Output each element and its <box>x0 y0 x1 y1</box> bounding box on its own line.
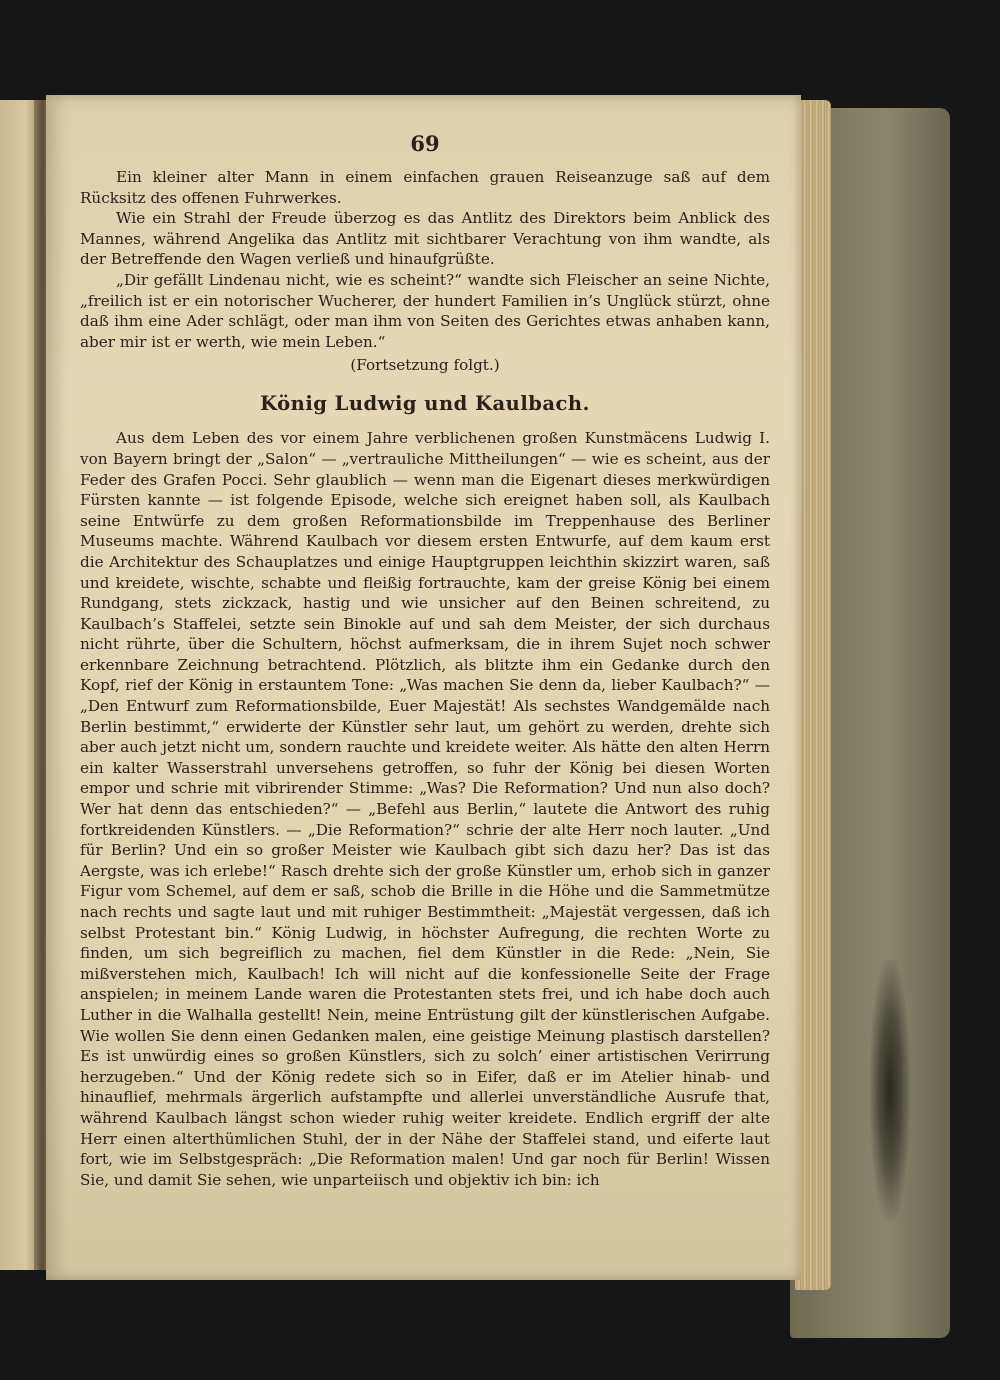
book-page <box>46 95 801 1280</box>
story-paragraph: „Dir gefällt Lindenau nicht, wie es scheint?“ wandte sich Fleischer an seine Nichte, „freilich ist er ein notorischer Wucherer, der hundert Familien in’s Unglück stürzt, ohne daß ihm eine Ader schlägt, oder man ihm von Seiten des Gerichtes etwas anhaben kann, aber mir ist er werth, wie mein Leben.“ <box>80 270 770 351</box>
article-title: König Ludwig und Kaulbach. <box>260 392 590 416</box>
cover-stain <box>870 960 910 1220</box>
story-paragraph: Ein kleiner alter Mann in einem einfachen grauen Reiseanzuge saß auf dem Rücksitz des offenen Fuhrwerkes. <box>80 168 770 207</box>
story-paragraph: Wie ein Strahl der Freude überzog es das Antlitz des Direktors beim Anblick des Mannes, während Angelika das Antlitz mit sichtbarer Verachtung von ihm wandte, als der Betreffende den Wagen verließ und hinaufgrüßte. <box>80 209 770 269</box>
article-body: Aus dem Leben des vor einem Jahre verblichenen großen Kunstmäcens Ludwig I. von Bayern bringt der „Salon“ — „vertrauliche Mittheilungen“ — wie es scheint, aus der Feder des Grafen Pocci. Sehr glaublich — wenn man die Eigenart dieses merkwürdigen Fürsten kannte — ist folgende Episode, welche sich ereignet haben soll, als Kaulbach seine Entwürfe zu dem großen Reformationsbilde im Treppenhause des Berliner Museums machte. Während Kaulbach vor diesem ersten Entwurfe, auf dem kaum erst die Architektur des Schauplatzes und einige Hauptgruppen leichthin skizzirt waren, saß und kreidete, wischte, schabte und fleißig fortrauchte, kam der greise König bei einem Rundgang, stets zickzack, hastig und wie unsicher auf den Beinen schreitend, zu Kaulbach’s Staffelei, setzte sein Binokle auf und sah dem Meister, der sich durchaus nicht rührte, über die Schultern, höchst aufmerksam, die in ihrem Sujet noch schwer erkennbare Zeichnung betrachtend. Plötzlich, als blitzte ihm ein Gedanke durch den Kopf, rief der König in erstauntem Tone: „Was machen Sie denn da, lieber Kaulbach?“ — „Den Entwurf zum Reformationsbilde, Euer Majestät! Als sechstes Wandgemälde nach Berlin bestimmt,“ erwiderte der Künstler sehr laut, um gehört zu werden, drehte sich aber auch jetzt nicht um, sondern rauchte und kreidete weiter. Als hätte den alten Herrn ein kalter Wasserstrahl unversehens getroffen, so fuhr der König bei diesen Worten empor und schrie mit vibrirender Stimme: „Was? Die Reformation? Und nun also doch? Wer hat denn das entschieden?“ — „Befehl aus Berlin,“ lautete die Antwort des ruhig fortkreidenden Künstlers. — „Die Reformation?“ schrie der alte Herr noch lauter. „Und für Berlin? Und ein so großer Meister wie Kaulbach gibt sich dazu her? Das ist das Aergste, was ich erlebe!“ Rasch drehte sich der große Künstler um, erhob sich in ganzer Figur vom Schemel, auf dem er saß, schob die Brille in die Höhe und die Sammetmütze nach rechts und sagte laut und mit ruhiger Bestimmtheit: „Majestät vergessen, daß ich selbst Protestant bin.“ König Ludwig, in höchster Aufregung, die rechten Worte zu finden, um sich begreiflich zu machen, fiel dem Künstler in die Rede: „Nein, Sie mißverstehen mich, Kaulbach! Ich will nicht auf die konfessionelle Seite der Frage anspielen; in meinem Lande waren die Protestanten stets frei, und ich habe doch auch Luther in die Walhalla gestellt! Nein, meine Entrüstung gilt der künstlerischen Aufgabe. Wie wollen Sie denn einen Gedanken malen, eine geistige Meinung plastisch darstellen? Es ist unwürdig eines so großen Künstlers, sich zu solch’ einer artistischen Verirrung herzugeben.“ Und der König redete sich so in Eifer, daß er im Atelier hinab- und hinauflief, mehrmals ärgerlich aufstampfte und allerlei unverständliche Ausrufe that, während Kaulbach längst schon wieder ruhig weiter kreidete. Endlich ergriff der alte Herr einen alterthümlichen Stuhl, der in der Nähe der Staffelei stand, und eiferte laut fort, wie im Selbstgespräch: „Die Reformation malen! Und gar noch für Berlin! Wissen Sie, und damit Sie sehen, wie unparteiisch und objektiv ich bin: ich <box>80 429 770 1189</box>
page-text <box>80 131 770 1190</box>
page-number: 69 <box>410 131 440 156</box>
continuation-note: (Fortsetzung folgt.) <box>350 356 500 375</box>
